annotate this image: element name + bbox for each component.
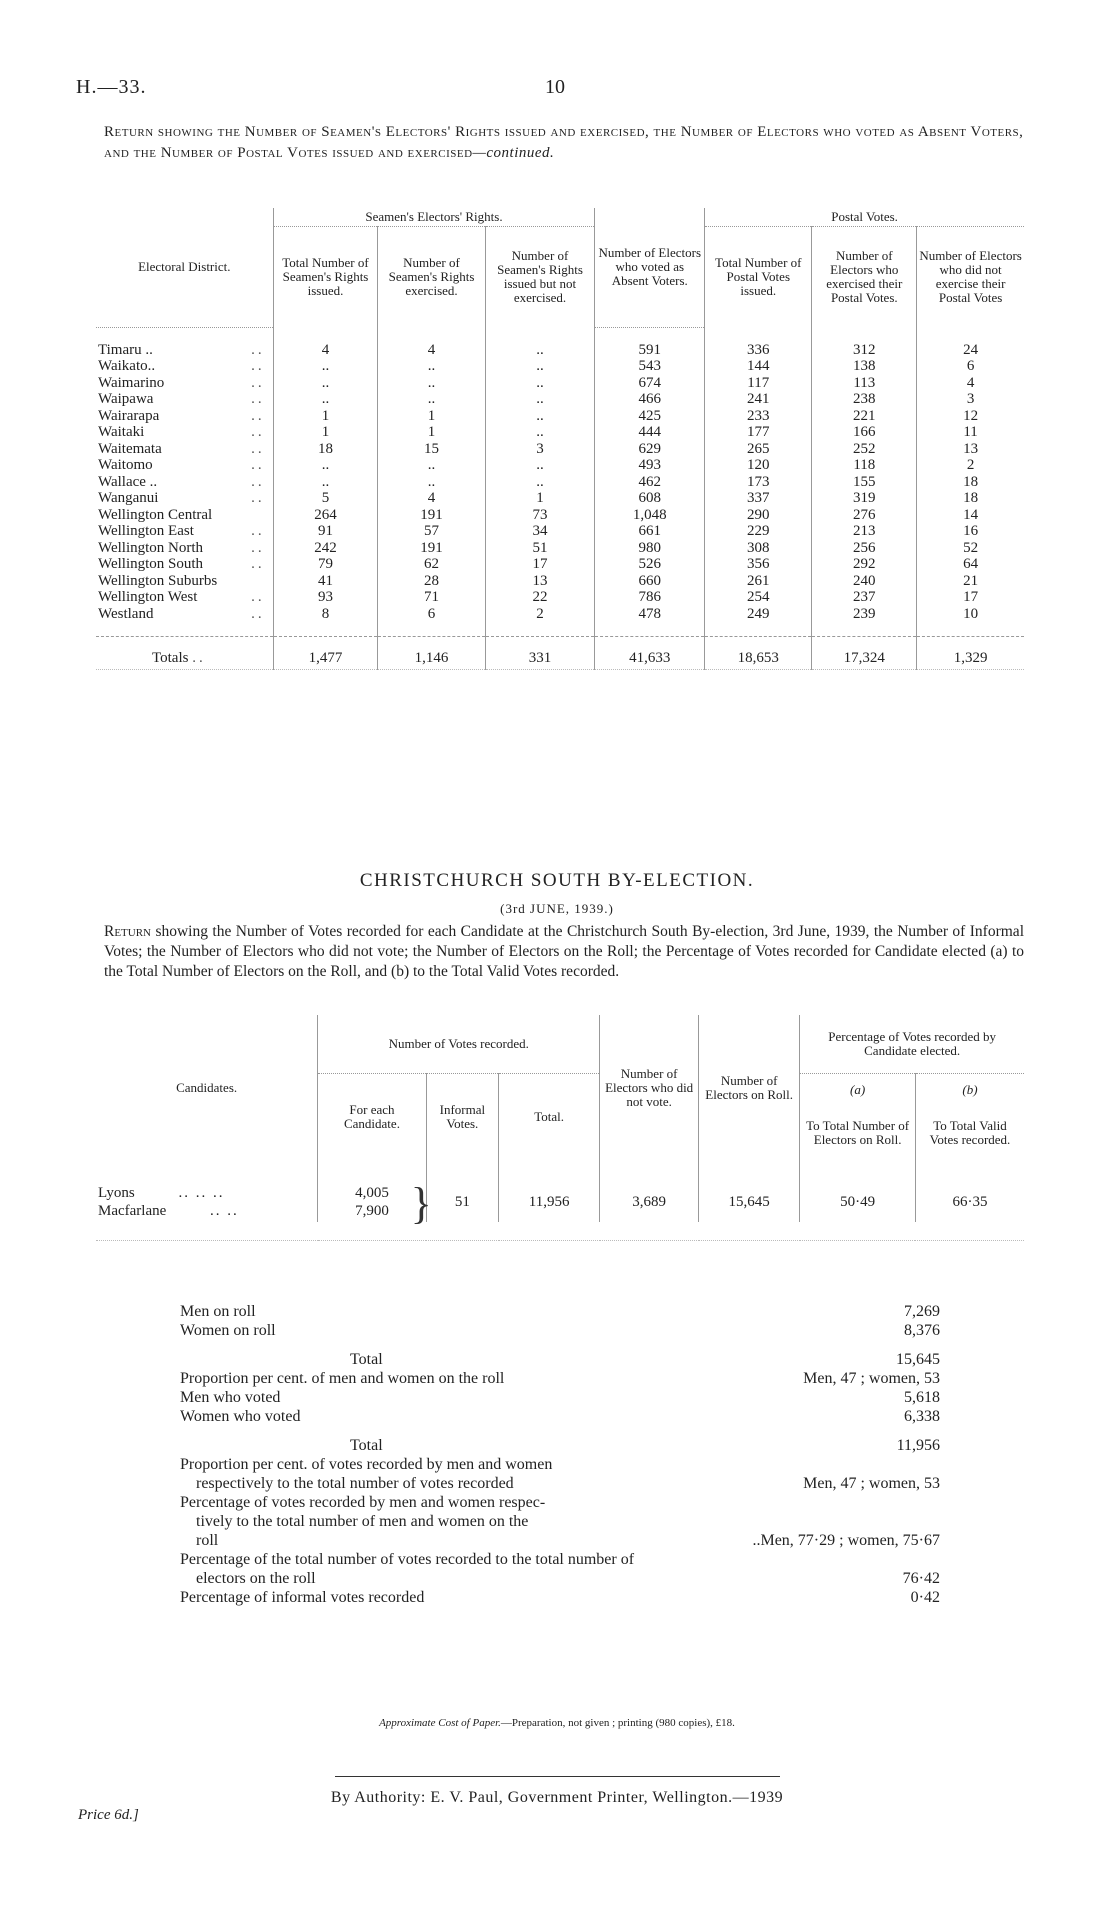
brace-icon: } — [410, 1179, 432, 1228]
statistics-block — [180, 1302, 940, 1607]
women-roll-value: 8,376 — [904, 1322, 940, 1339]
district-name: Waitomo — [98, 457, 153, 473]
totals-label: Totals — [152, 649, 189, 666]
prop-roll-value: Men, 47 ; women, 53 — [803, 1370, 940, 1387]
cell-c: 1 — [485, 490, 595, 507]
cell-a: 4 — [273, 342, 378, 359]
cell-h: 3 — [917, 391, 1024, 408]
col-group-seamen: Seamen's Electors' Rights. — [273, 208, 595, 227]
cell-c: .. — [485, 342, 595, 359]
cell-f: 336 — [705, 342, 812, 359]
cell-f: 249 — [705, 606, 812, 623]
district-name: Waitemata — [98, 440, 162, 457]
document-reference: H.—33. — [76, 76, 147, 98]
district-dots: .. — [251, 523, 265, 539]
price: Price 6d.] — [78, 1807, 139, 1823]
cell-g: 276 — [812, 507, 917, 524]
page-number: 10 — [545, 76, 565, 98]
cell-c: 17 — [485, 556, 595, 573]
cell-f: 229 — [705, 523, 812, 540]
table1-row — [96, 391, 1024, 408]
total1-value: 15,645 — [896, 1351, 940, 1368]
district-name: Wellington Suburbs — [98, 572, 218, 589]
district-dots: .. — [251, 407, 265, 424]
cell-g: 138 — [812, 358, 917, 375]
seamen-postal-table — [96, 208, 1024, 680]
cell-g: 319 — [812, 490, 917, 507]
cell-b: .. — [378, 375, 485, 392]
cell-g: 256 — [812, 540, 917, 557]
votes-macfarlane: 7,900 — [355, 1203, 389, 1219]
pct-total-line1: Percentage of the total number of votes recorded to the total number of — [180, 1551, 635, 1568]
district-name: Waipawa — [98, 391, 154, 407]
table1-row — [96, 358, 1024, 375]
prop-votes-line2: respectively to the total number of votes recorded — [196, 1475, 514, 1492]
cell-e: 786 — [595, 589, 705, 606]
col-pct-a-label: (a) — [800, 1074, 916, 1106]
cell-e: 591 — [595, 342, 705, 359]
footer-rule — [335, 1776, 780, 1777]
district-name: Wellington West — [98, 589, 198, 605]
table2-row — [96, 1182, 1024, 1222]
district-name: Waitaki — [98, 424, 145, 440]
table1-row — [96, 556, 1024, 573]
cell-e: 466 — [595, 391, 705, 408]
cell-h: 17 — [917, 589, 1024, 606]
table1-title-continued: —continued. — [472, 145, 555, 161]
pct-total-line2: electors on the roll — [196, 1570, 316, 1587]
cell-b: 6 — [378, 606, 485, 623]
cell-a: 1 — [273, 408, 378, 425]
byelection-date: (3rd JUNE, 1939.) — [500, 901, 614, 916]
cell-c: .. — [485, 424, 595, 441]
cell-g: 312 — [812, 342, 917, 359]
total-rights-exercised: 1,146 — [378, 637, 485, 670]
cell-b: 28 — [378, 573, 485, 590]
byelection-return-text — [104, 922, 1024, 982]
cell-c: .. — [485, 457, 595, 474]
cell-f: 173 — [705, 474, 812, 491]
table1-row — [96, 589, 1024, 606]
pct-roll-line2: tively to the total number of men and women on the — [196, 1513, 529, 1530]
cell-h: 64 — [917, 556, 1024, 573]
cell-h: 21 — [917, 573, 1024, 590]
cell-b: 71 — [378, 589, 485, 606]
district-dots: .. — [251, 341, 265, 358]
pct-b-value: 66·35 — [915, 1182, 1024, 1222]
cell-c: 13 — [485, 573, 595, 590]
district-name: Wellington Central — [98, 506, 213, 523]
table1-row — [96, 490, 1024, 507]
col-pct-b: To Total Valid Votes recorded. — [915, 1105, 1024, 1160]
cell-a: 93 — [273, 589, 378, 606]
district-dots: .. — [251, 374, 265, 391]
col-postal-exercised: Number of Electors who exercised their Postal Votes. — [812, 227, 917, 328]
district-name: Wairarapa — [98, 407, 160, 424]
cell-h: 16 — [917, 523, 1024, 540]
cell-g: 238 — [812, 391, 917, 408]
district-dots: .. — [251, 589, 265, 605]
col-group-percentage: Percentage of Votes recorded by Candidate elected. — [800, 1015, 1024, 1074]
total-postal-issued: 18,653 — [705, 637, 812, 670]
cell-e: 660 — [595, 573, 705, 590]
cell-g: 240 — [812, 573, 917, 590]
pct-informal-label: Percentage of informal votes recorded — [180, 1589, 425, 1606]
cell-g: 221 — [812, 408, 917, 425]
men-voted-value: 5,618 — [904, 1389, 940, 1406]
cell-h: 12 — [917, 408, 1024, 425]
col-pct-b-label: (b) — [915, 1074, 1024, 1106]
cell-g: 166 — [812, 424, 917, 441]
col-each-candidate: For each Candidate. — [318, 1074, 426, 1161]
women-voted-label: Women who voted — [180, 1408, 301, 1425]
cell-h: 24 — [917, 342, 1024, 359]
cell-b: 1 — [378, 424, 485, 441]
total-postal-exercised: 17,324 — [812, 637, 917, 670]
district-name: Waimarino — [98, 374, 165, 391]
return-lead: Return — [104, 923, 152, 940]
table1-title — [104, 122, 1024, 164]
table1-row — [96, 424, 1024, 441]
cost-note — [0, 1717, 1114, 1729]
cell-g: 292 — [812, 556, 917, 573]
cell-a: 41 — [273, 573, 378, 590]
men-voted-label: Men who voted — [180, 1389, 281, 1406]
cell-e: 444 — [595, 424, 705, 441]
votes-lyons: 4,005 — [355, 1185, 389, 1201]
district-name: Wellington North — [98, 539, 204, 556]
cell-a: 5 — [273, 490, 378, 507]
col-did-not-vote: Number of Electors who did not vote. — [600, 1015, 699, 1160]
district-dots: .. — [251, 457, 265, 473]
pct-roll-value: ..Men, 77·29 ; women, 75·67 — [752, 1532, 940, 1549]
district-dots: .. — [251, 358, 265, 374]
cell-b: 1 — [378, 408, 485, 425]
district-dots: .. — [251, 424, 265, 440]
district-dots: .. — [251, 605, 265, 622]
district-dots: .. — [251, 490, 265, 506]
col-pct-a: To Total Number of Electors on Roll. — [800, 1105, 916, 1160]
cell-h: 4 — [917, 375, 1024, 392]
cell-f: 254 — [705, 589, 812, 606]
cell-a: .. — [273, 474, 378, 491]
cell-h: 14 — [917, 507, 1024, 524]
table1-row — [96, 342, 1024, 359]
table1-row — [96, 408, 1024, 425]
pct-roll-line3: roll — [196, 1532, 219, 1549]
cell-g: 239 — [812, 606, 917, 623]
col-group-postal: Postal Votes. — [705, 208, 1024, 227]
cell-h: 11 — [917, 424, 1024, 441]
table1-totals-row — [96, 637, 1024, 670]
cell-b: 4 — [378, 490, 485, 507]
total2-value: 11,956 — [896, 1437, 940, 1454]
table1-row — [96, 441, 1024, 458]
cell-b: .. — [378, 358, 485, 375]
prop-votes-line1: Proportion per cent. of votes recorded by men and women — [180, 1456, 553, 1473]
cell-f: 117 — [705, 375, 812, 392]
table1-row — [96, 523, 1024, 540]
district-name: Waikato.. — [98, 358, 156, 374]
col-candidates: Candidates. — [176, 1079, 238, 1095]
col-total-rights: Total Number of Seamen's Rights issued. — [273, 227, 378, 328]
candidate-macfarlane: Macfarlane .. .. — [98, 1203, 239, 1219]
district-dots: .. — [251, 556, 265, 572]
cell-e: 462 — [595, 474, 705, 491]
cell-e: 425 — [595, 408, 705, 425]
cell-c: .. — [485, 391, 595, 408]
cell-b: 57 — [378, 523, 485, 540]
men-roll-value: 7,269 — [904, 1303, 940, 1320]
electors-on-roll: 15,645 — [699, 1182, 800, 1222]
table1-row — [96, 457, 1024, 474]
women-roll-label: Women on roll — [180, 1322, 276, 1339]
total-votes: 11,956 — [499, 1182, 600, 1222]
authority-line: By Authority: E. V. Paul, Government Printer, Wellington.—1939 — [330, 1789, 784, 1806]
byelection-table — [96, 1015, 1024, 1241]
district-dots: .. — [251, 391, 265, 407]
cell-b: 15 — [378, 441, 485, 458]
cell-a: 79 — [273, 556, 378, 573]
prop-votes-value: Men, 47 ; women, 53 — [803, 1475, 940, 1492]
cell-a: .. — [273, 358, 378, 375]
cell-b: .. — [378, 391, 485, 408]
table1-row — [96, 507, 1024, 524]
cell-g: 118 — [812, 457, 917, 474]
district-dots: .. — [251, 539, 265, 556]
cell-e: 674 — [595, 375, 705, 392]
cell-e: 980 — [595, 540, 705, 557]
col-informal: Informal Votes. — [426, 1074, 498, 1161]
cell-c: 3 — [485, 441, 595, 458]
cell-a: 242 — [273, 540, 378, 557]
cell-e: 543 — [595, 358, 705, 375]
cell-f: 261 — [705, 573, 812, 590]
cell-e: 493 — [595, 457, 705, 474]
cell-f: 233 — [705, 408, 812, 425]
cell-c: 22 — [485, 589, 595, 606]
informal-votes: 51 — [426, 1182, 498, 1222]
cell-f: 120 — [705, 457, 812, 474]
col-rights-not-exercised: Number of Seamen's Rights issued but not exercised. — [485, 227, 595, 328]
cell-c: 73 — [485, 507, 595, 524]
cell-c: .. — [485, 375, 595, 392]
cell-f: 356 — [705, 556, 812, 573]
col-group-votes: Number of Votes recorded. — [318, 1015, 600, 1074]
col-total: Total. — [499, 1074, 600, 1161]
total-absent-voters: 41,633 — [595, 637, 705, 670]
cell-h: 18 — [917, 474, 1024, 491]
table1-title-main: Return showing the Number of Seamen's Electors' Rights issued and exercised, the Number of Electors who voted as Absent Voters, and the Number of Postal Votes issued and exercised — [104, 124, 1024, 161]
women-voted-value: 6,338 — [904, 1408, 940, 1425]
cell-a: .. — [273, 391, 378, 408]
cell-c: .. — [485, 474, 595, 491]
cell-f: 308 — [705, 540, 812, 557]
cell-f: 241 — [705, 391, 812, 408]
table1-row — [96, 474, 1024, 491]
cell-a: 91 — [273, 523, 378, 540]
cell-f: 177 — [705, 424, 812, 441]
district-dots: .. — [251, 440, 265, 457]
prop-roll-label: Proportion per cent. of men and women on the roll — [180, 1370, 505, 1387]
cell-g: 113 — [812, 375, 917, 392]
cell-a: 264 — [273, 507, 378, 524]
cell-a: .. — [273, 457, 378, 474]
cell-c: .. — [485, 358, 595, 375]
return-body: showing the Number of Votes recorded for each Candidate at the Christchurch South By-election, 3rd June, 1939, the Number of Informal Votes; the Number of Electors who did not vote; the Number of Electors on the Roll; the Percentage of Votes recorded for Candidate elected (a) to the Total Number of Electors on the Roll, and (b) to the Total Valid Votes recorded. — [104, 923, 1024, 980]
district-name: Westland — [98, 605, 154, 622]
cell-a: 8 — [273, 606, 378, 623]
col-district: Electoral District. — [96, 208, 273, 327]
cell-c: 34 — [485, 523, 595, 540]
cell-f: 290 — [705, 507, 812, 524]
cost-text: —Preparation, not given ; printing (980 copies), £18. — [500, 1717, 735, 1729]
cell-b: .. — [378, 457, 485, 474]
pct-informal-value: 0·42 — [910, 1589, 940, 1606]
col-on-roll: Number of Electors on Roll. — [699, 1015, 800, 1160]
cell-b: 62 — [378, 556, 485, 573]
cell-f: 265 — [705, 441, 812, 458]
cell-c: 2 — [485, 606, 595, 623]
cell-h: 10 — [917, 606, 1024, 623]
col-postal-not: Number of Electors who did not exercise their Postal Votes — [917, 227, 1024, 328]
candidate-lyons: Lyons .. .. .. — [98, 1185, 225, 1201]
cell-g: 237 — [812, 589, 917, 606]
table1-row — [96, 540, 1024, 557]
total-rights-issued: 1,477 — [273, 637, 378, 670]
cell-c: 51 — [485, 540, 595, 557]
district-name: Wellington South — [98, 556, 204, 572]
cell-g: 155 — [812, 474, 917, 491]
table1-row — [96, 375, 1024, 392]
cell-h: 2 — [917, 457, 1024, 474]
cell-h: 52 — [917, 540, 1024, 557]
cell-b: 191 — [378, 540, 485, 557]
cell-b: .. — [378, 474, 485, 491]
cell-b: 191 — [378, 507, 485, 524]
cell-b: 4 — [378, 342, 485, 359]
pct-roll-line1: Percentage of votes recorded by men and women respec- — [180, 1494, 546, 1511]
district-name: Wallace .. — [98, 473, 158, 490]
total1-label: Total — [350, 1351, 383, 1368]
cell-c: .. — [485, 408, 595, 425]
did-not-vote: 3,689 — [600, 1182, 699, 1222]
cell-e: 1,048 — [595, 507, 705, 524]
total2-label: Total — [350, 1437, 383, 1454]
col-rights-exercised: Number of Seamen's Rights exercised. — [378, 227, 485, 328]
cell-e: 661 — [595, 523, 705, 540]
table1-row — [96, 606, 1024, 623]
cost-label: Approximate Cost of Paper. — [379, 1717, 501, 1729]
cell-a: 18 — [273, 441, 378, 458]
cell-a: 1 — [273, 424, 378, 441]
total-rights-not-exercised: 331 — [485, 637, 595, 670]
district-dots: .. — [251, 473, 265, 490]
pct-a-value: 50·49 — [800, 1182, 916, 1222]
cell-e: 608 — [595, 490, 705, 507]
district-name: Wellington East — [98, 523, 194, 539]
byelection-heading: CHRISTCHURCH SOUTH BY-ELECTION. — [359, 870, 755, 891]
cell-e: 526 — [595, 556, 705, 573]
cell-f: 144 — [705, 358, 812, 375]
col-absent: Number of Electors who voted as Absent Voters. — [595, 208, 705, 327]
pct-total-value: 76·42 — [902, 1570, 940, 1587]
table1-row — [96, 573, 1024, 590]
district-name: Wanganui — [98, 490, 159, 506]
men-roll-label: Men on roll — [180, 1303, 256, 1320]
cell-e: 478 — [595, 606, 705, 623]
cell-a: .. — [273, 375, 378, 392]
cell-g: 213 — [812, 523, 917, 540]
district-name: Timaru .. — [98, 341, 153, 358]
cell-h: 6 — [917, 358, 1024, 375]
totals-dots: .. — [192, 649, 206, 666]
cell-e: 629 — [595, 441, 705, 458]
col-postal-issued: Total Number of Postal Votes issued. — [705, 227, 812, 328]
cell-f: 337 — [705, 490, 812, 507]
cell-h: 18 — [917, 490, 1024, 507]
cell-h: 13 — [917, 441, 1024, 458]
cell-g: 252 — [812, 441, 917, 458]
total-postal-not: 1,329 — [917, 637, 1024, 670]
